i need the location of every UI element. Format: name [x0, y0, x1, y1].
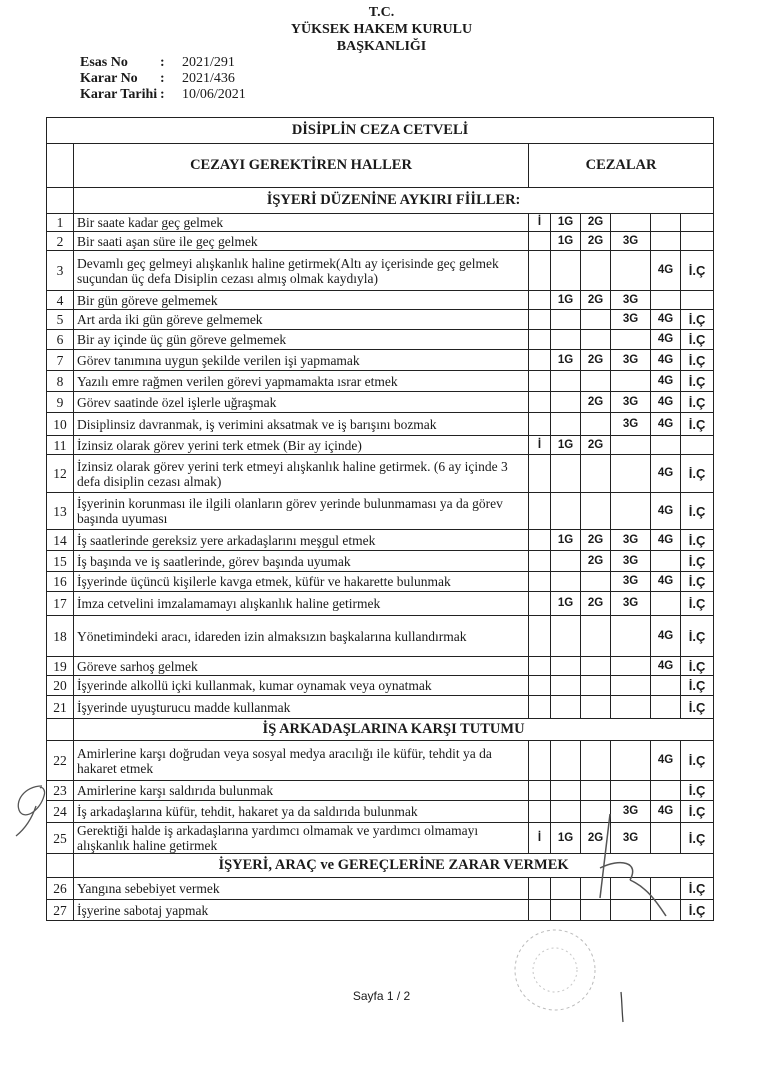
number-column-header	[47, 144, 74, 188]
penalty-cell: 4G	[651, 310, 681, 330]
row-number: 7	[47, 350, 74, 371]
table-row	[47, 741, 714, 781]
section-row	[47, 719, 714, 741]
penalty-cell	[551, 900, 581, 921]
row-number: 13	[47, 493, 74, 530]
penalty-cell	[551, 801, 581, 823]
penalty-cell	[581, 371, 611, 392]
penalty-cell: 2G	[581, 350, 611, 371]
faded-stamp-mark	[500, 920, 610, 1020]
penalty-cell: 4G	[651, 741, 681, 781]
section-row	[47, 188, 714, 214]
offense-description: İş başında ve iş saatlerinde, görev başında uyumak	[74, 551, 529, 572]
penalty-cell	[551, 572, 581, 592]
penalty-cell: İ	[529, 436, 551, 455]
penalty-cell	[551, 741, 581, 781]
penalty-cell: İ.Ç	[681, 392, 714, 413]
penalty-cell: 2G	[581, 436, 611, 455]
offense-description: İşyerinde alkollü içki kullanmak, kumar oynamak veya oynatmak	[74, 676, 529, 696]
table-row	[47, 823, 714, 854]
table-row	[47, 657, 714, 676]
penalty-cell: 1G	[551, 436, 581, 455]
offense-description: Yangına sebebiyet vermek	[74, 878, 529, 900]
meta-row: Esas No : 2021/291	[80, 55, 235, 70]
penalty-cell	[651, 900, 681, 921]
offense-description: İzinsiz olarak görev yerini terk etmeyi alışkanlık haline getirmek. (6 ay içinde 3 defa disiplin cezası almak)	[74, 455, 529, 493]
row-number: 9	[47, 392, 74, 413]
penalty-cell	[651, 214, 681, 232]
table-row	[47, 214, 714, 232]
penalty-cell	[529, 530, 551, 551]
penalty-cell: 2G	[581, 530, 611, 551]
section-heading: İŞYERİ DÜZENİNE AYKIRI FİİLLER:	[74, 188, 714, 214]
offense-description: Bir gün göreve gelmemek	[74, 291, 529, 310]
section-number-cell	[47, 188, 74, 214]
penalty-cell	[611, 900, 651, 921]
penalty-cell: İ.Ç	[681, 310, 714, 330]
penalty-cell	[611, 696, 651, 719]
table-row	[47, 592, 714, 616]
table-row	[47, 781, 714, 801]
penalty-cell: 2G	[581, 232, 611, 251]
row-number: 3	[47, 251, 74, 291]
offense-description: İşyerinin korunması ile ilgili olanların görev yerinde bulunmaması ya da görev başında uyuması	[74, 493, 529, 530]
penalty-cell: İ.Ç	[681, 781, 714, 801]
table-row	[47, 572, 714, 592]
offense-description: Devamlı geç gelmeyi alışkanlık haline getirmek(Altı ay içerisinde geç gelmek suçundan üç defa Disiplin cezası almış olmak kaydıyla)	[74, 251, 529, 291]
penalty-cell	[651, 592, 681, 616]
penalty-cell: 4G	[651, 371, 681, 392]
penalty-cell	[651, 291, 681, 310]
penalty-cell: İ.Ç	[681, 657, 714, 676]
row-number: 2	[47, 232, 74, 251]
penalty-cell	[529, 232, 551, 251]
penalty-cell: 4G	[651, 657, 681, 676]
section-heading: İŞYERİ, ARAÇ ve GEREÇLERİNE ZARAR VERMEK	[74, 854, 714, 878]
penalty-cell: 4G	[651, 616, 681, 657]
meta-value: 2021/291	[182, 55, 235, 70]
penalty-cell	[681, 214, 714, 232]
row-number: 15	[47, 551, 74, 572]
table-row	[47, 392, 714, 413]
penalty-cell	[529, 371, 551, 392]
penalty-cell: 3G	[611, 392, 651, 413]
penalty-cell	[651, 823, 681, 854]
table-row	[47, 350, 714, 371]
penalty-cell	[529, 551, 551, 572]
penalty-cell	[529, 592, 551, 616]
penalty-cell: İ.Ç	[681, 251, 714, 291]
offense-description: Art arda iki gün göreve gelmemek	[74, 310, 529, 330]
header-line-3: BAŞKANLIĞI	[336, 39, 427, 54]
penalty-cell: İ.Ç	[681, 530, 714, 551]
penalty-cell	[581, 330, 611, 350]
penalty-cell: İ.Ç	[681, 330, 714, 350]
penalty-cell: İ.Ç	[681, 676, 714, 696]
penalty-cell	[611, 657, 651, 676]
penalty-cell	[611, 493, 651, 530]
table-row	[47, 310, 714, 330]
offense-description: İşyerinde üçüncü kişilerle kavga etmek, küfür ve hakarette bulunmak	[74, 572, 529, 592]
penalty-cell: 2G	[581, 291, 611, 310]
offense-description: İzinsiz olarak görev yerini terk etmek (Bir ay içinde)	[74, 436, 529, 455]
penalty-cell: 3G	[611, 413, 651, 436]
penalty-cell	[529, 310, 551, 330]
penalty-cell: 2G	[581, 592, 611, 616]
penalty-cell: 1G	[551, 592, 581, 616]
penalty-cell	[651, 551, 681, 572]
row-number: 10	[47, 413, 74, 436]
penalty-cell: 3G	[611, 551, 651, 572]
penalty-cell: İ.Ç	[681, 592, 714, 616]
meta-value: 10/06/2021	[182, 87, 246, 102]
penalty-cell	[611, 371, 651, 392]
penalty-cell	[529, 657, 551, 676]
row-number: 12	[47, 455, 74, 493]
document-header	[0, 4, 763, 55]
penalty-cell: İ.Ç	[681, 413, 714, 436]
penalty-cell: İ.Ç	[681, 493, 714, 530]
offense-description: Görev saatinde özel işlerle uğraşmak	[74, 392, 529, 413]
penalty-cell	[611, 781, 651, 801]
penalty-cell: 4G	[651, 251, 681, 291]
row-number: 24	[47, 801, 74, 823]
penalty-cell	[529, 696, 551, 719]
table-row	[47, 371, 714, 392]
penalty-cell: 2G	[581, 214, 611, 232]
penalty-cell	[681, 436, 714, 455]
table-row	[47, 676, 714, 696]
penalty-cell: 3G	[611, 592, 651, 616]
table-row	[47, 493, 714, 530]
penalty-cell	[581, 741, 611, 781]
penalty-cell: İ.Ç	[681, 371, 714, 392]
penalty-cell	[651, 436, 681, 455]
penalty-cell: 2G	[581, 551, 611, 572]
case-meta	[80, 55, 246, 103]
penalty-cell	[651, 676, 681, 696]
penalty-cell: 4G	[651, 330, 681, 350]
penalty-cell	[529, 493, 551, 530]
column-header-row	[47, 144, 714, 188]
penalty-cell	[581, 616, 611, 657]
penalty-cell: 4G	[651, 493, 681, 530]
penalty-cell	[529, 392, 551, 413]
table-title: DİSİPLİN CEZA CETVELİ	[47, 118, 714, 144]
penalty-cell: İ.Ç	[681, 551, 714, 572]
meta-row: Karar No : 2021/436	[80, 71, 235, 86]
penalty-cell: İ.Ç	[681, 801, 714, 823]
penalty-cell: 3G	[611, 350, 651, 371]
offense-description: İş arkadaşlarına küfür, tehdit, hakaret ya da saldırıda bulunmak	[74, 801, 529, 823]
penalty-cell	[611, 251, 651, 291]
header-line-1: T.C.	[368, 5, 395, 20]
penalty-cell	[551, 493, 581, 530]
penalty-cell: İ.Ç	[681, 696, 714, 719]
meta-value: 2021/436	[182, 71, 235, 86]
penalty-cell	[529, 900, 551, 921]
penalty-cell: 4G	[651, 801, 681, 823]
penalty-cell	[581, 696, 611, 719]
penalty-cell: İ.Ç	[681, 741, 714, 781]
penalty-cell: 4G	[651, 350, 681, 371]
penalty-cell	[529, 413, 551, 436]
table-row	[47, 801, 714, 823]
penalty-cell	[681, 291, 714, 310]
offense-description: Bir ay içinde üç gün göreve gelmemek	[74, 330, 529, 350]
penalty-cell	[611, 878, 651, 900]
table-row	[47, 232, 714, 251]
offense-description: Bir saati aşan süre ile geç gelmek	[74, 232, 529, 251]
meta-key: Karar Tarihi	[80, 87, 158, 102]
row-number: 6	[47, 330, 74, 350]
penalty-cell	[581, 801, 611, 823]
penalty-cell: 1G	[551, 530, 581, 551]
penalty-cell: 3G	[611, 823, 651, 854]
penalty-cell: İ.Ç	[681, 350, 714, 371]
table-row	[47, 291, 714, 310]
penalty-cell	[551, 676, 581, 696]
penalty-cell: 1G	[551, 350, 581, 371]
row-number: 26	[47, 878, 74, 900]
table-row	[47, 878, 714, 900]
offense-description: Amirlerine karşı saldırıda bulunmak	[74, 781, 529, 801]
penalty-cell	[581, 676, 611, 696]
penalty-cell: İ.Ç	[681, 823, 714, 854]
penalty-cell	[611, 436, 651, 455]
penalty-cell	[551, 413, 581, 436]
penalty-cell	[529, 781, 551, 801]
penalty-cell: 1G	[551, 823, 581, 854]
penalties-column-header: CEZALAR	[529, 144, 714, 188]
offense-description: Yönetimindeki aracı, idareden izin almaksızın başkalarına kullandırmak	[74, 616, 529, 657]
row-number: 23	[47, 781, 74, 801]
penalty-cell: 3G	[611, 530, 651, 551]
penalty-cell	[611, 455, 651, 493]
table-row	[47, 530, 714, 551]
penalty-cell: 3G	[611, 801, 651, 823]
penalty-cell: 4G	[651, 392, 681, 413]
row-number: 8	[47, 371, 74, 392]
penalty-cell	[581, 900, 611, 921]
row-number: 17	[47, 592, 74, 616]
penalty-cell	[551, 657, 581, 676]
penalty-cell	[611, 676, 651, 696]
offense-description: İşyerine sabotaj yapmak	[74, 900, 529, 921]
offense-description: Bir saate kadar geç gelmek	[74, 214, 529, 232]
offense-description: Gerektiği halde iş arkadaşlarına yardımcı olmamak ve yardımcı olmamayı alışkanlık haline getirmek	[74, 823, 529, 854]
offense-description: İşyerinde uyuşturucu madde kullanmak	[74, 696, 529, 719]
penalty-cell	[551, 455, 581, 493]
penalty-cell: İ.Ç	[681, 572, 714, 592]
cases-column-header: CEZAYI GEREKTİREN HALLER	[74, 144, 529, 188]
penalty-cell	[651, 696, 681, 719]
penalty-cell	[551, 616, 581, 657]
penalty-cell: 2G	[581, 392, 611, 413]
penalty-cell	[581, 413, 611, 436]
penalty-cell	[551, 251, 581, 291]
table-title-row	[47, 118, 714, 144]
penalty-cell	[529, 616, 551, 657]
penalty-cell	[681, 232, 714, 251]
penalty-cell: İ	[529, 823, 551, 854]
table-row	[47, 413, 714, 436]
penalty-cell	[529, 455, 551, 493]
penalty-cell	[651, 232, 681, 251]
penalty-cell	[529, 572, 551, 592]
row-number: 20	[47, 676, 74, 696]
section-number-cell	[47, 719, 74, 741]
offense-description: İmza cetvelini imzalamamayı alışkanlık haline getirmek	[74, 592, 529, 616]
penalty-cell	[529, 350, 551, 371]
penalty-cell	[529, 878, 551, 900]
table-row	[47, 455, 714, 493]
row-number: 11	[47, 436, 74, 455]
penalty-cell: 1G	[551, 214, 581, 232]
row-number: 16	[47, 572, 74, 592]
header-line-2: YÜKSEK HAKEM KURULU	[290, 22, 473, 37]
offense-description: Amirlerine karşı doğrudan veya sosyal medya aracılığı ile küfür, tehdit ya da hakaret etmek	[74, 741, 529, 781]
penalty-cell	[551, 310, 581, 330]
row-number: 27	[47, 900, 74, 921]
penalty-cell: İ	[529, 214, 551, 232]
table-row	[47, 900, 714, 921]
penalty-cell: İ.Ç	[681, 878, 714, 900]
meta-key: Esas No	[80, 55, 128, 70]
penalty-cell	[551, 551, 581, 572]
penalty-cell	[529, 251, 551, 291]
row-number: 19	[47, 657, 74, 676]
row-number: 5	[47, 310, 74, 330]
row-number: 4	[47, 291, 74, 310]
penalty-cell	[581, 251, 611, 291]
row-number: 25	[47, 823, 74, 854]
offense-description: Yazılı emre rağmen verilen görevi yapmamakta ısrar etmek	[74, 371, 529, 392]
penalty-cell	[651, 878, 681, 900]
penalty-cell: 3G	[611, 232, 651, 251]
penalty-cell	[581, 781, 611, 801]
penalty-cell: 1G	[551, 232, 581, 251]
penalty-cell: 4G	[651, 413, 681, 436]
penalty-cell	[611, 214, 651, 232]
penalty-cell	[581, 455, 611, 493]
row-number: 21	[47, 696, 74, 719]
penalty-cell	[611, 741, 651, 781]
penalty-cell: 1G	[551, 291, 581, 310]
offense-description: Görev tanımına uygun şekilde verilen işi yapmamak	[74, 350, 529, 371]
penalty-cell: İ.Ç	[681, 900, 714, 921]
penalty-cell: 3G	[611, 291, 651, 310]
penalty-cell	[529, 801, 551, 823]
penalty-cell	[551, 330, 581, 350]
penalty-cell	[529, 676, 551, 696]
penalty-cell: 3G	[611, 572, 651, 592]
section-number-cell	[47, 854, 74, 878]
row-number: 1	[47, 214, 74, 232]
penalty-cell: 4G	[651, 572, 681, 592]
penalty-cell	[551, 878, 581, 900]
penalty-cell	[611, 330, 651, 350]
page-number: Sayfa 1 / 2	[352, 989, 411, 1003]
penalty-cell	[651, 781, 681, 801]
row-number: 22	[47, 741, 74, 781]
table-row	[47, 251, 714, 291]
table-row	[47, 330, 714, 350]
penalty-cell	[611, 616, 651, 657]
penalty-cell: 4G	[651, 530, 681, 551]
penalty-cell	[581, 878, 611, 900]
penalty-cell: İ.Ç	[681, 455, 714, 493]
table-row	[47, 551, 714, 572]
penalty-cell: 4G	[651, 455, 681, 493]
table-row	[47, 616, 714, 657]
offense-description: Disiplinsiz davranmak, iş verimini aksatmak ve iş barışını bozmak	[74, 413, 529, 436]
penalty-cell	[529, 291, 551, 310]
penalty-cell	[529, 330, 551, 350]
penalty-cell: 3G	[611, 310, 651, 330]
meta-row: Karar Tarihi : 10/06/2021	[80, 87, 246, 102]
penalty-cell	[581, 310, 611, 330]
penalty-cell	[581, 657, 611, 676]
penalty-cell	[581, 493, 611, 530]
penalty-table	[46, 117, 714, 921]
penalty-cell	[581, 572, 611, 592]
penalty-cell	[551, 392, 581, 413]
penalty-cell	[551, 696, 581, 719]
penalty-cell	[551, 781, 581, 801]
penalty-cell	[529, 741, 551, 781]
section-row	[47, 854, 714, 878]
meta-key: Karar No	[80, 71, 138, 86]
table-row	[47, 696, 714, 719]
offense-description: Göreve sarhoş gelmek	[74, 657, 529, 676]
penalty-cell: İ.Ç	[681, 616, 714, 657]
row-number: 18	[47, 616, 74, 657]
row-number: 14	[47, 530, 74, 551]
penalty-cell: 2G	[581, 823, 611, 854]
table-row	[47, 436, 714, 455]
offense-description: İş saatlerinde gereksiz yere arkadaşlarını meşgul etmek	[74, 530, 529, 551]
penalty-cell	[551, 371, 581, 392]
section-heading: İŞ ARKADAŞLARINA KARŞI TUTUMU	[74, 719, 714, 741]
